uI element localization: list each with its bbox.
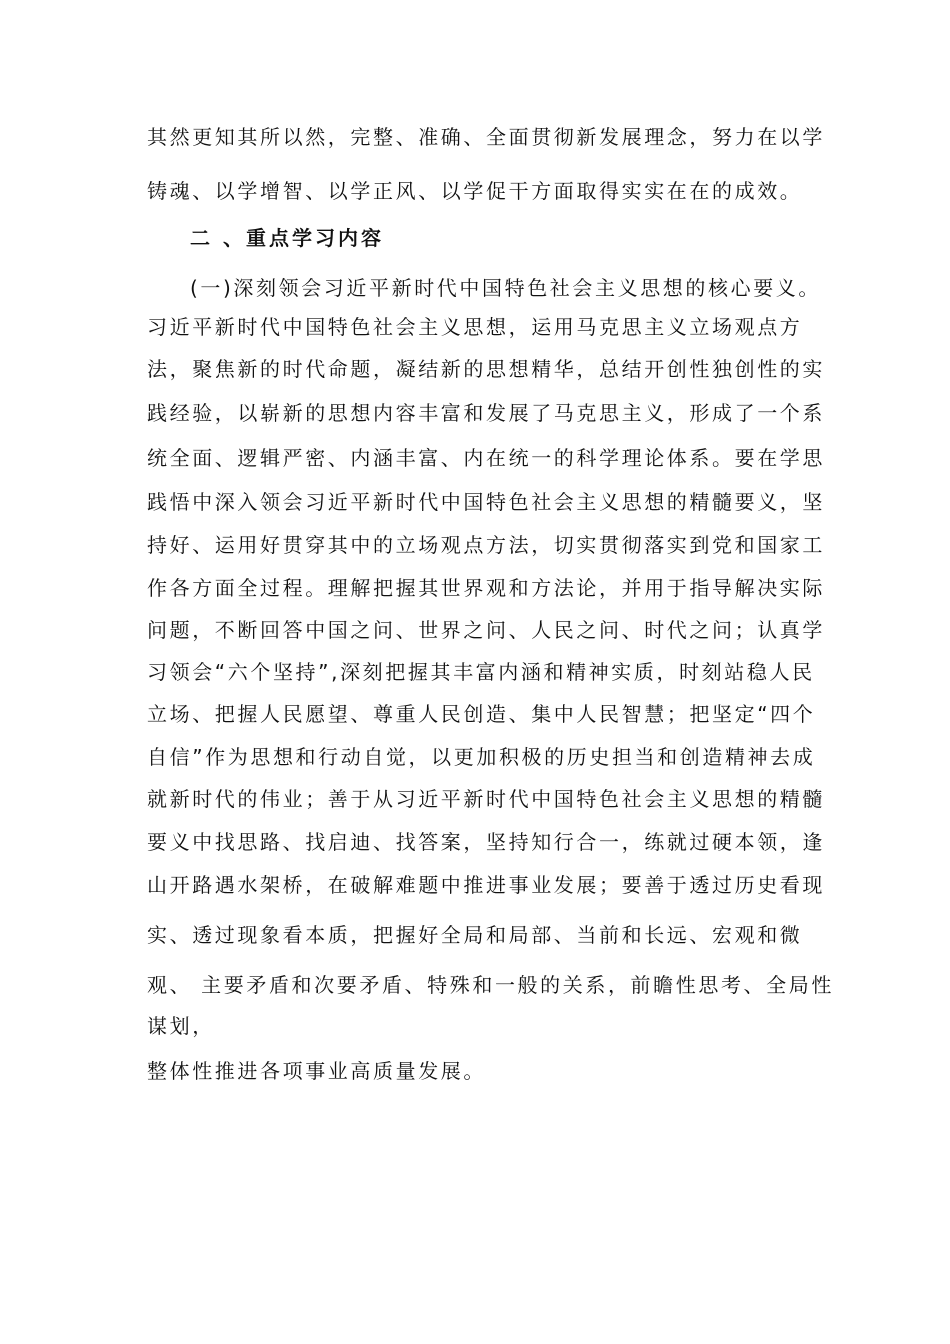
paragraph-line: 整体性推进各项事业高质量发展。 [147,1059,486,1083]
paragraph-line: 其然更知其所以然，完整、准确、全面贯彻新发展理念，努力在以学 [147,125,825,149]
paragraph-line: 习近平新时代中国特色社会主义思想，运用马克思主义立场观点方 [147,315,803,339]
paragraph-line: 作各方面全过程。理解把握其世界观和方法论，并用于指导解决实际 [147,576,825,600]
paragraph-line: 践悟中深入领会习近平新时代中国特色社会主义思想的精髓要义，坚 [147,490,825,514]
paragraph-line: 践经验，以崭新的思想内容丰富和发展了马克思主义，形成了一个系 [147,401,825,425]
paragraph-line: 习领会“六个坚持”,深刻把握其丰富内涵和精神实质，时刻站稳人民 [147,660,815,684]
section-heading: 二 、重点学习内容 [190,226,384,250]
paragraph-line: 持好、运用好贯穿其中的立场观点方法，切实贯彻落实到党和国家工 [147,533,825,557]
paragraph-line: 立场、把握人民愿望、尊重人民创造、集中人民智慧；把坚定“四个 [147,702,816,726]
paragraph-line: 山开路遇水架桥，在破解难题中推进事业发展；要善于透过历史看现 [147,873,825,897]
paragraph-line: 实、透过现象看本质，把握好全局和局部、当前和长远、宏观和微 [147,923,803,947]
paragraph-line: 自信”作为思想和行动自觉，以更加积极的历史担当和创造精神去成 [147,745,816,769]
paragraph-line: 要义中找思路、找启迪、找答案，坚持知行合一，练就过硬本领，逢 [147,830,825,854]
paragraph-line: 谋划， [147,1014,215,1038]
paragraph-line: 法，聚焦新的时代命题，凝结新的思想精华，总结开创性独创性的实 [147,357,825,381]
paragraph-line: 铸魂、以学增智、以学正风、以学促干方面取得实实在在的成效。 [147,179,803,203]
paragraph-line: 问题，不断回答中国之问、世界之问、人民之问、时代之问；认真学 [147,618,825,642]
subsection-title-line: (一)深刻领会习近平新时代中国特色社会主义思想的核心要义。 [190,276,822,300]
paragraph-line: 就新时代的伟业；善于从习近平新时代中国特色社会主义思想的精髓 [147,787,825,811]
paragraph-line: 统全面、逻辑严密、内涵丰富、内在统一的科学理论体系。要在学思 [147,446,825,470]
paragraph-line: 观、 主要矛盾和次要矛盾、特殊和一般的关系，前瞻性思考、全局性 [147,973,834,997]
